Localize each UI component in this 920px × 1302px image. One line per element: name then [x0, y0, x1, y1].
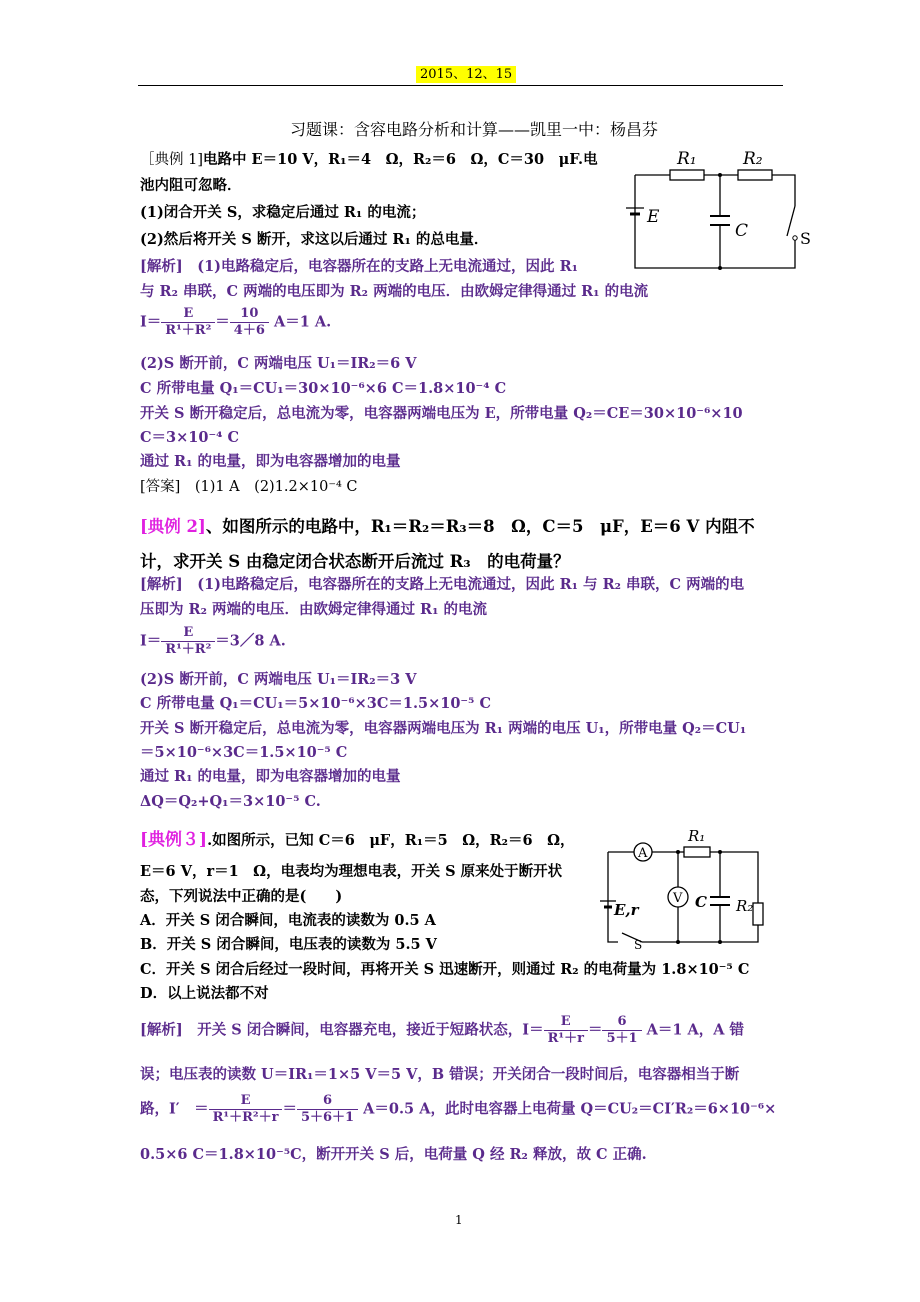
- ex3-option-c: C．开关 S 闭合后经过一段时间，再将开关 S 迅速断开，则通过 R₂ 的电荷量为 1.8×10⁻⁵ C: [140, 961, 750, 978]
- ex1-analysis5: 开关 S 断开稳定后，总电流为零，电容器两端电压为 E，所带电量 Q₂＝CE＝30×10⁻⁶×10: [140, 405, 743, 422]
- ex3-line1: [典例３].如图所示，已知 C＝6 μF，R₁＝5 Ω，R₂＝6 Ω，: [140, 830, 575, 850]
- ex3-option-a: A．开关 S 闭合瞬间，电流表的读数为 0.5 A: [140, 912, 436, 929]
- resistor-r1-symbol: [670, 170, 704, 180]
- ex3-solution2: 误；电压表的读数 U＝IR₁＝1×5 V＝5 V，B 错误；开关闭合一段时间后，电容器相当于断: [140, 1066, 740, 1083]
- fraction: $\frac{10}{4+6}$: [230, 306, 269, 339]
- ex1-line2: 池内阻可忽略．: [140, 177, 242, 194]
- page-number: 1: [455, 1213, 463, 1227]
- label-r1: R₁: [688, 827, 706, 845]
- label-e: E: [647, 207, 660, 227]
- label-c: C: [735, 221, 749, 241]
- resistor-r2-symbol: [753, 903, 763, 925]
- ex3-line2: E＝6 V，r＝1 Ω，电表均为理想电表，开关 S 原来处于断开状: [140, 863, 563, 880]
- circuit-diagram-3: [598, 825, 773, 950]
- ex3-option-d: D．以上说法都不对: [140, 985, 269, 1002]
- ex1-analysis7: 通过 R₁ 的电量，即为电容器增加的电量: [140, 453, 401, 470]
- resistor-r2-symbol: [738, 170, 772, 180]
- switch-symbol: [787, 206, 795, 236]
- ex1-analysis2: 与 R₂ 串联，C 两端的电压即为 R₂ 两端的电压．由欧姆定律得通过 R₁ 的电流: [140, 283, 649, 300]
- fraction: $\frac{E}{\text{R¹＋R²＋r}}$: [209, 1093, 283, 1126]
- fraction: $\frac{E}{\text{R¹＋R²}}$: [161, 306, 215, 339]
- label-c: C: [695, 893, 707, 911]
- circuit-diagram-1: [625, 148, 815, 273]
- ex1-answer: [答案] (1)1 A (2)1.2×10⁻⁴ C: [140, 479, 358, 495]
- ex2-line2: 计，求开关 S 由稳定闭合状态断开后流过 R₃ 的电荷量？: [140, 552, 570, 571]
- ex2-analysis3: (2)S 断开前，C 两端电压 U₁＝IR₂＝3 V: [140, 671, 417, 688]
- resistor-r1-symbol: [684, 847, 710, 857]
- ex3-option-b: B．开关 S 闭合瞬间，电压表的读数为 5.5 V: [140, 936, 437, 953]
- ex3-label: [典例３]: [140, 830, 208, 850]
- ex2-analysis6: ＝5×10⁻⁶×3C＝1.5×10⁻⁵ C: [140, 744, 348, 761]
- ex1-line1: ［典例 1]电路中 E＝10 V，R₁＝4 Ω，R₂＝6 Ω，C＝30 μF.电: [140, 151, 598, 168]
- ex2-label: [典例 2]: [140, 517, 206, 536]
- ex1-analysis3: (2)S 断开前，C 两端电压 U₁＝IR₂＝6 V: [140, 355, 417, 372]
- fraction: $\frac{6}{5+1}$: [602, 1014, 641, 1047]
- ex2-analysis1: [解析] (1)电路稳定后，电容器所在的支路上无电流通过，因此 R₁ 与 R₂ 串联，C 两端的电: [140, 576, 745, 593]
- label-a: A: [638, 846, 648, 861]
- label-r1: R₁: [677, 149, 697, 169]
- label-er: E,r: [614, 901, 639, 919]
- ex3-solution4: 0.5×6 C＝1.8×10⁻⁵C，断开开关 S 后，电荷量 Q 经 R₂ 释放，故 C 正确.: [140, 1146, 647, 1163]
- fraction: $\frac{6}{5+6+1}$: [297, 1093, 358, 1126]
- header-date: 2015、12、15: [416, 66, 516, 83]
- page-title: 习题课：含容电路分析和计算——凯里一中：杨昌芬: [290, 120, 659, 139]
- ex2-analysis2: 压即为 R₂ 两端的电压．由欧姆定律得通过 R₁ 的电流: [140, 601, 487, 618]
- label-s: S: [800, 229, 811, 248]
- fraction: $\frac{E}{\text{R¹＋R²}}$: [161, 625, 215, 658]
- label-r2: R₂: [736, 897, 754, 915]
- ex3-solution1: [解析] 开关 S 闭合瞬间，电容器充电，接近于短路状态，I＝ $\frac{E}{\text{R¹＋r}}$ ＝ $\frac{6}{5+1}$ A＝1 A，A 错: [140, 1014, 745, 1046]
- label-r2: R₂: [743, 149, 763, 169]
- label-v: V: [673, 891, 683, 906]
- ex1-analysis1: [解析] (1)电路稳定后，电容器所在的支路上无电流通过，因此 R₁: [140, 258, 578, 275]
- ex2-analysis8: ΔQ＝Q₂+Q₁＝3×10⁻⁵ C.: [140, 793, 321, 810]
- ex1-question2: (2)然后将开关 S 断开，求这以后通过 R₁ 的总电量．: [140, 231, 489, 248]
- ex2-analysis7: 通过 R₁ 的电量，即为电容器增加的电量: [140, 768, 401, 785]
- ex2-line1: [典例 2]、如图所示的电路中，R₁＝R₂＝R₃＝8 Ω，C＝5 μF，E＝6 V 内阻不: [140, 517, 755, 536]
- ex3-line3: 态，下列说法中正确的是( ): [140, 888, 343, 905]
- ex1-analysis4: C 所带电量 Q₁＝CU₁＝30×10⁻⁶×6 C＝1.8×10⁻⁴ C: [140, 380, 507, 397]
- ex2-analysis4: C 所带电量 Q₁＝CU₁＝5×10⁻⁶×3C＝1.5×10⁻⁵ C: [140, 695, 492, 712]
- ex3-solution3: 路，I′ ＝ $\frac{E}{\text{R¹＋R²＋r}}$ ＝ $\frac{6}{5+6+1}$ A＝0.5 A，此时电容器上电荷量 Q＝CU₂＝CI′R₂＝6×10⁻⁶×: [140, 1093, 777, 1125]
- ex1-analysis6: C＝3×10⁻⁴ C: [140, 429, 240, 446]
- header-rule: [138, 85, 783, 86]
- label-s: S: [634, 938, 643, 950]
- ex1-equation: I＝ $\frac{E}{\text{R¹＋R²}}$ ＝ $\frac{10}{4+6}$ A＝1 A.: [140, 306, 332, 338]
- ex1-question1: (1)闭合开关 S，求稳定后通过 R₁ 的电流；: [140, 204, 426, 221]
- ex2-analysis5: 开关 S 断开稳定后，总电流为零，电容器两端电压为 R₁ 两端的电压 U₁，所带电量 Q₂＝CU₁: [140, 720, 747, 737]
- fraction: $\frac{E}{\text{R¹＋r}}$: [544, 1014, 588, 1047]
- ex2-equation: I＝ $\frac{E}{\text{R¹＋R²}}$ ＝3／8 A.: [140, 625, 286, 657]
- ex1-label: ［典例 1]: [140, 152, 203, 168]
